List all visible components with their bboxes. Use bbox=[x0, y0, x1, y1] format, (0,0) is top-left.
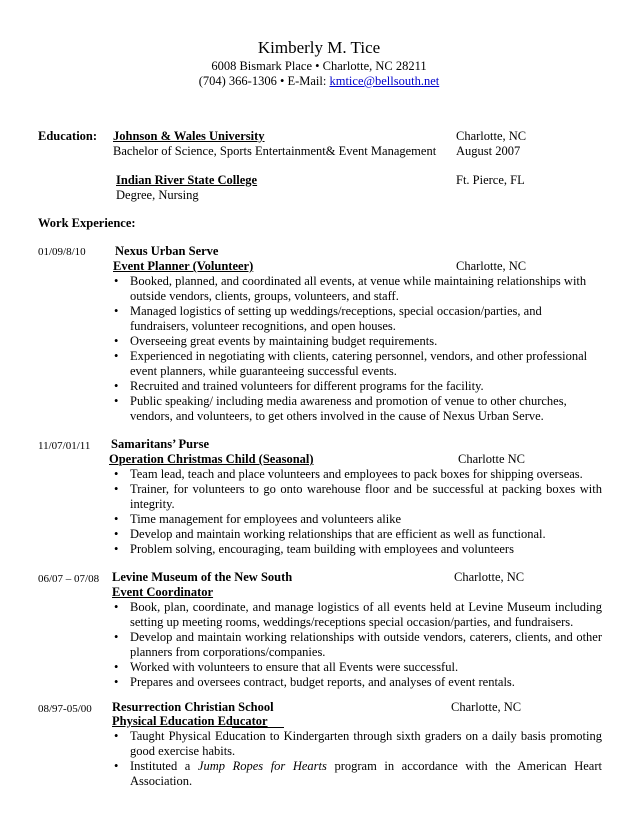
job-title-1: Event Planner (Volunteer) bbox=[113, 259, 254, 273]
bullet: • Book, plan, coordinate, and manage logistics of all events held at Levine Museum including setting up meeting rooms, weddings/receptions special occasion/parties, and fundraisers. bbox=[112, 600, 602, 630]
job-org-4: Resurrection Christian School bbox=[112, 700, 274, 714]
work-experience-label: Work Experience: bbox=[38, 216, 136, 230]
bullet: • Overseeing great events by maintaining budget requirements. bbox=[112, 334, 602, 349]
bullet: • Develop and maintain working relationships that are efficient as well as functional. bbox=[112, 527, 602, 542]
job-title-2: Operation Christmas Child (Seasonal) bbox=[109, 452, 314, 466]
bullet: • Prepares and oversees contract, budget reports, and analyses of event rentals. bbox=[112, 675, 602, 690]
bullet: • Public speaking/ including media awareness and promotion of venue to other churches, vendors, and volunteers, to get others involved in the cause of Nexus Urban Serve. bbox=[112, 394, 602, 424]
job-dates-3: 06/07 – 07/08 bbox=[38, 573, 100, 585]
education-label: Education: bbox=[38, 129, 98, 143]
bullet: • Time management for employees and volunteers alike bbox=[112, 512, 602, 527]
job-dates-2: 11/07/01/11 bbox=[38, 440, 91, 452]
job-location-1: Charlotte, NC bbox=[456, 259, 527, 273]
bullet: • Experienced in negotiating with clients, catering personnel, vendors, and other professional event planners, while guaranteeing successful events. bbox=[112, 349, 602, 379]
bullet-text-after: program in accordance with the American Heart Association. bbox=[130, 759, 602, 788]
bullet: • Worked with volunteers to ensure that all Events were successful. bbox=[112, 660, 602, 675]
job-bullets-4 bbox=[112, 729, 602, 789]
bullet bbox=[112, 759, 602, 789]
job-title-3: Event Coordinator bbox=[112, 585, 214, 599]
bullet: • Develop and maintain working relationships with outside vendors, caterers, clients, and other planners from corporations/companies. bbox=[112, 630, 602, 660]
school-name-1: Johnson & Wales University bbox=[113, 129, 265, 143]
job-location-2: Charlotte NC bbox=[458, 452, 526, 466]
bullet-text-before: Instituted a bbox=[130, 759, 198, 773]
job-title-4: Physical Education Educator bbox=[112, 714, 268, 728]
school-degree-1: Bachelor of Science, Sports Entertainment& Event Management bbox=[113, 144, 437, 158]
school-date-1: August 2007 bbox=[456, 144, 521, 158]
bullet: • Problem solving, encouraging, team building with employees and volunteers bbox=[112, 542, 602, 557]
bullet: • Team lead, teach and place volunteers and employees to pack boxes for shipping overseas. bbox=[112, 467, 602, 482]
address: 6008 Bismark Place • Charlotte, NC 28211 bbox=[211, 59, 427, 73]
program-name: Jump Ropes for Hearts bbox=[197, 759, 327, 773]
job-location-4: Charlotte, NC bbox=[451, 700, 522, 714]
job-dates-1: 01/09/8/10 bbox=[38, 246, 86, 258]
job-bullets-1 bbox=[112, 274, 602, 424]
job-org-1: Nexus Urban Serve bbox=[115, 244, 219, 258]
school-location-1: Charlotte, NC bbox=[456, 129, 527, 143]
bullet: • Managed logistics of setting up weddings/receptions, special occasion/parties, and fundraisers, volunteer recognitions, and open houses. bbox=[112, 304, 602, 334]
bullet: • Taught Physical Education to Kindergarten through sixth graders on a daily basis promoting good exercise habits. bbox=[112, 729, 602, 759]
school-location-2: Ft. Pierce, FL bbox=[456, 173, 525, 187]
phone-email-prefix: (704) 366-1306 • E-Mail: bbox=[198, 74, 330, 88]
resume-name: Kimberly M. Tice bbox=[257, 38, 381, 57]
contact-line bbox=[0, 74, 638, 89]
email-link[interactable]: kmtice@bellsouth.net bbox=[329, 74, 440, 88]
bullet: • Booked, planned, and coordinated all events, at venue while maintaining relationships with outside vendors, clients, groups, volunteers, and staff. bbox=[112, 274, 602, 304]
job-bullets-3 bbox=[112, 600, 602, 690]
bullet: • Recruited and trained volunteers for different programs for the facility. bbox=[112, 379, 602, 394]
school-degree-2: Degree, Nursing bbox=[116, 188, 199, 202]
title-underline-extension bbox=[232, 727, 284, 728]
job-location-3: Charlotte, NC bbox=[454, 570, 525, 584]
job-bullets-2 bbox=[112, 467, 602, 557]
school-name-2: Indian River State College bbox=[116, 173, 258, 187]
job-dates-4: 08/97-05/00 bbox=[38, 703, 92, 715]
job-org-2: Samaritans’ Purse bbox=[111, 437, 210, 451]
bullet: • Trainer, for volunteers to go onto warehouse floor and be successful at packing boxes with integrity. bbox=[112, 482, 602, 512]
job-org-3: Levine Museum of the New South bbox=[112, 570, 293, 584]
